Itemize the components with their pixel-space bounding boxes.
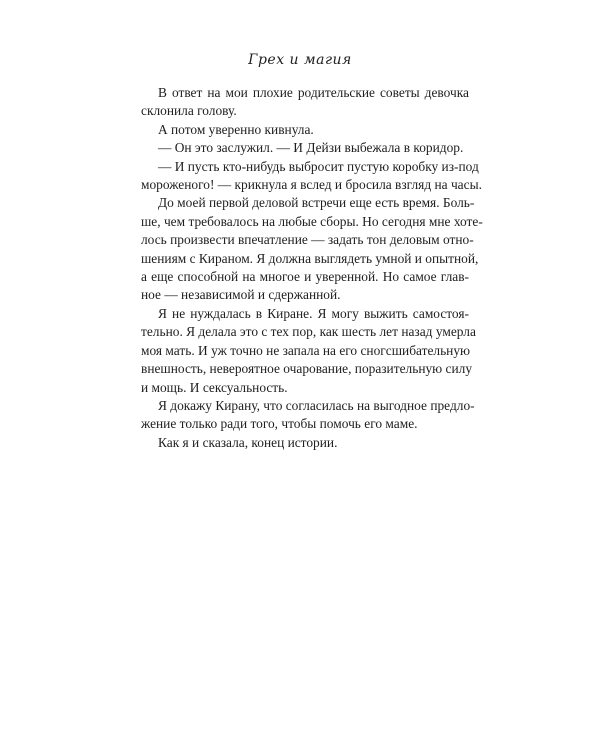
text-line: и мощь. И сексуальность. xyxy=(141,379,288,395)
text-line: Я не нуждалась в Киране. Я могу выжить самостоя- xyxy=(158,305,469,321)
text-line: склонила голову. xyxy=(141,103,237,119)
text-line: шениям с Кираном. Я должна выглядеть умной и опытной, xyxy=(141,250,479,266)
text-line: внешность, невероятное очарование, поразительную силу xyxy=(141,361,473,377)
text-line: До моей первой деловой встречи еще есть время. Боль- xyxy=(158,195,475,211)
text-line: Как я и сказала, конец истории. xyxy=(158,434,338,450)
text-line: В ответ на мои плохие родительские советы девочка xyxy=(158,85,469,100)
text-line: моя мать. И уж точно не запала на его сногсшибательную xyxy=(141,342,471,358)
text-line: лось произвести впечатление — задать тон деловым отно- xyxy=(141,232,474,248)
running-header-title: Грех и магия xyxy=(248,52,352,68)
text-line: мороженого! — крикнула я вслед и бросила взгляд на часы. xyxy=(141,177,482,193)
text-line: тельно. Я делала это с тех пор, как шесть лет назад умерла xyxy=(141,324,476,340)
text-line: — И пусть кто-нибудь выбросит пустую коробку из-под xyxy=(158,158,479,174)
text-line: а еще способной на многое и уверенной. Но самое глав- xyxy=(141,269,469,285)
text-line: ше, чем требовалось на любые сборы. Но сегодня мне хоте- xyxy=(141,213,483,229)
body-text xyxy=(141,84,483,452)
text-line: жение только ради того, чтобы помочь его маме. xyxy=(141,416,418,432)
text-line: ное — независимой и сдержанной. xyxy=(141,287,341,303)
text-line: — Он это заслужил. — И Дейзи выбежала в коридор. xyxy=(158,140,464,156)
text-line: А потом уверенно кивнула. xyxy=(158,121,314,137)
text-line: Я докажу Кирану, что согласилась на выгодное предло- xyxy=(158,397,475,413)
